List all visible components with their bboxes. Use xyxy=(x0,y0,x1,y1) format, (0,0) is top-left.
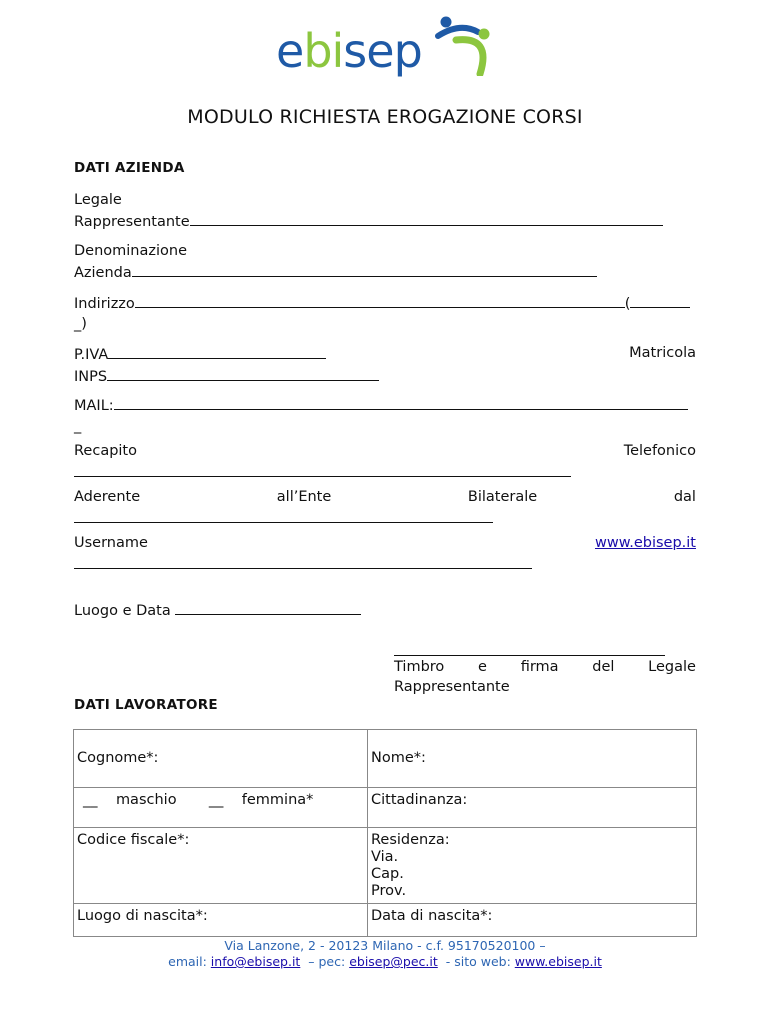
femmina-checkbox[interactable]: __ xyxy=(208,792,224,808)
page-title: MODULO RICHIESTA EROGAZIONE CORSI xyxy=(187,106,583,128)
field-username: Username www.ebisep.it xyxy=(74,533,696,575)
timbro-firma-label: Timbro e firma del Legale Rappresentante xyxy=(394,659,696,695)
luogo-nascita-cell[interactable]: Luogo di nascita*: xyxy=(74,904,368,937)
field-recapito-telefonico: Recapito Telefonico xyxy=(74,441,696,483)
cittadinanza-cell[interactable]: Cittadinanza: xyxy=(368,788,697,828)
field-mail: MAIL: _ xyxy=(74,394,696,436)
data-nascita-cell[interactable]: Data di nascita*: xyxy=(368,904,697,937)
residenza-cell[interactable]: Residenza: Via. Cap. Prov. xyxy=(368,828,697,904)
legale-rappresentante-input-line[interactable] xyxy=(190,210,663,226)
firma-signature-line[interactable] xyxy=(394,640,665,656)
sito-link[interactable]: www.ebisep.it xyxy=(594,535,696,551)
field-denominazione-azienda: Denominazione Azienda xyxy=(74,241,696,283)
mail-input-line[interactable] xyxy=(114,394,688,410)
field-luogo-data: Luogo e Data xyxy=(74,599,696,621)
email-link[interactable]: info@ebisep.it xyxy=(210,954,301,969)
logo-figure-icon xyxy=(434,14,498,76)
field-piva-matricola: P.IVA Matricola INPS xyxy=(74,345,696,385)
username-input-line[interactable] xyxy=(74,553,532,569)
luogo-data-input-line[interactable] xyxy=(175,599,361,615)
indirizzo-input-line[interactable] xyxy=(135,292,625,308)
web-link[interactable]: www.ebisep.it xyxy=(514,954,602,969)
footer-address: Via Lanzone, 2 - 20123 Milano - c.f. 95170520100 – xyxy=(224,938,546,953)
lavoratore-table xyxy=(73,729,697,937)
footer-contacts: email: info@ebisep.it – pec: ebisep@pec.it - sito web: www.ebisep.it xyxy=(168,954,602,969)
piva-input-line[interactable] xyxy=(108,343,326,359)
aderente-dal-input-line[interactable] xyxy=(74,507,493,523)
ebisep-logo xyxy=(276,14,498,80)
footer xyxy=(0,938,770,970)
field-legale-rappresentante: Legale Rappresentante xyxy=(74,190,696,232)
logo-wordmark: ebisep xyxy=(276,24,422,78)
maschio-checkbox[interactable]: __ xyxy=(83,792,98,808)
sesso-cell: __ maschio __ femmina* xyxy=(74,788,368,828)
denominazione-input-line[interactable] xyxy=(132,261,597,277)
codice-fiscale-cell[interactable]: Codice fiscale*: xyxy=(74,828,368,904)
cognome-cell[interactable]: Cognome*: xyxy=(74,730,368,788)
nome-cell[interactable]: Nome*: xyxy=(368,730,697,788)
section-heading-azienda: DATI AZIENDA xyxy=(74,160,185,176)
recapito-input-line[interactable] xyxy=(74,461,571,477)
field-aderente: Aderente all’Ente Bilaterale dal xyxy=(74,487,696,529)
provincia-input-line[interactable] xyxy=(630,292,690,308)
field-indirizzo: Indirizzo ( _) xyxy=(74,292,696,334)
matricola-inps-input-line[interactable] xyxy=(107,365,379,381)
pec-link[interactable]: ebisep@pec.it xyxy=(349,954,438,969)
section-heading-lavoratore: DATI LAVORATORE xyxy=(74,697,218,713)
